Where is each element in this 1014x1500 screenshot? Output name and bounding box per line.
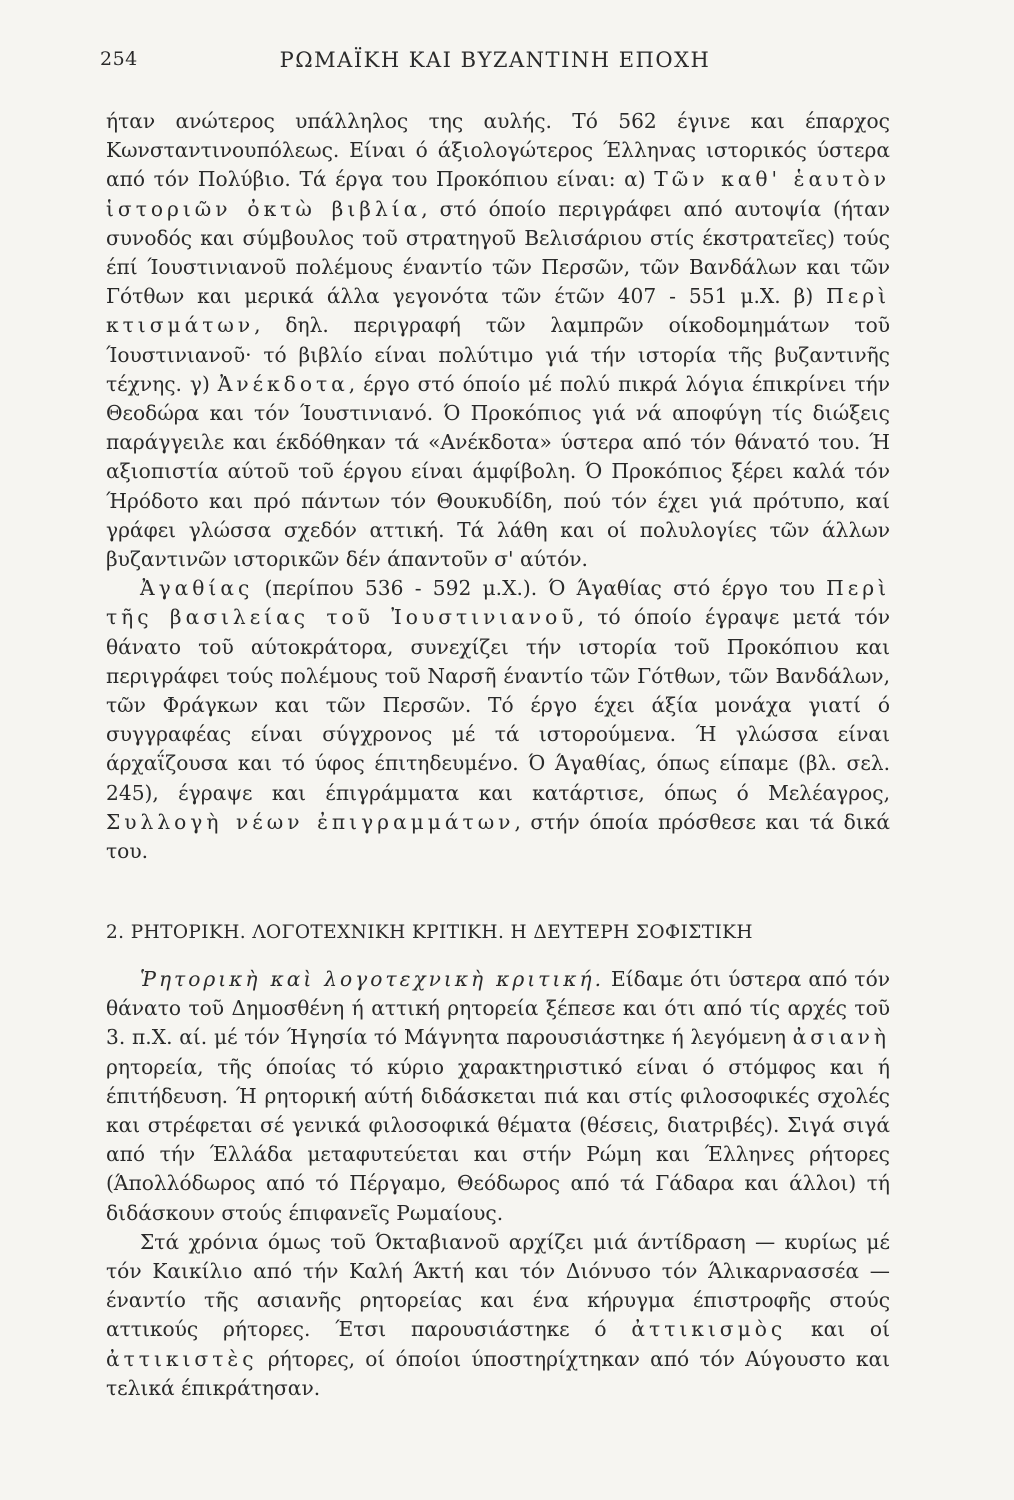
running-title: ΡΩΜΑΪΚΗ ΚΑΙ ΒΥΖΑΝΤΙΝΗ ΕΠΟΧΗ xyxy=(279,48,711,72)
text-run: (περίπου 536 - 592 μ.Χ.). Ό Άγαθίας στό έργο του xyxy=(253,576,827,601)
paragraph-agathias xyxy=(106,574,890,866)
text-run: , δηλ. περιγραφή τῶν λαμπρῶν οίκοδομημάτων τοῦ Ίουστινιανοῦ· τό βιβλίο είναι πολύτιμο γιά τήν ιστορία τῆς βυζαντινῆς τέχνης. γ) xyxy=(106,313,890,396)
text-run: , στό όποίο περιγράφει από αυτοψία (ήταν συνοδός και σύμβουλος τοῦ στρατηγοῦ Βελισάριου στίς έκστρατεῖες) τούς έπί Ίουστινιανοῦ πολέμους έναντίο τῶν Περσῶν, τῶν Βανδάλων και τῶν Γότθων και μερικά άλλα γεγονότα τῶν έτῶν 407 - 551 μ.Χ. β) xyxy=(106,196,890,309)
text-run: και οί xyxy=(786,1317,890,1342)
page-number: 254 xyxy=(100,48,138,70)
paragraph-atticism xyxy=(106,1228,890,1403)
work-title-collection: Συλλογὴ νέων ἐπιγραμμάτων xyxy=(106,809,515,834)
work-title-anecdota: Ἀνέκδοτα xyxy=(217,371,349,396)
term-atticists: ἀττικιστὲς xyxy=(106,1346,258,1371)
paragraph-rhetoric xyxy=(106,965,890,1228)
text-run: ρητορεία, τῆς όποίας τό κύριο χαρακτηριστικό είναι ό στόμφος και ή έπιτήδευση. Ή ρητορική αύτή διδάσκεται πιά και στίς φιλοσοφικές σχολές και στρέφεται σέ γενικά φιλοσοφικά θέματα (θέσεις, διατριβές). Σιγά σιγά από τήν Έλλάδα μεταφυτεύεται και στήν Ρώμη και Έλληνες ρήτορες (Άπολλόδωρος από τό Πέργαμο, Θεόδωρος από τά Γάδαρα και άλλοι) τή διδάσκουν στούς έπιφανεῖς Ρωμαίους. xyxy=(106,1054,890,1225)
work-title-reign: Περὶ τῆς βασιλείας τοῦ Ἰουστινιανοῦ xyxy=(106,576,890,630)
paragraph-procopius xyxy=(106,107,890,574)
text-run: Στά χρόνια όμως τοῦ Όκταβιανοῦ αρχίζει μιά άντίδραση — κυρίως μέ τόν Καικίλιο από τήν Καλή Άκτή και τόν Διόνυσο τόν Άλικαρνασσέα — έναντίο τῆς ασιανῆς ρητορείας και ένα κήρυγμα έπιστροφῆς στούς αττικούς ρήτορες. Έτσι παρουσιάστηκε ό xyxy=(106,1229,890,1342)
text-run: Είδαμε ότι ύστερα από τόν θάνατο τοῦ Δημοσθένη ή αττική ρητορεία ξέπεσε και ότι από τίς αρχές τοῦ 3. π.Χ. αί. μέ τόν Ήγησία τό Μάγνητα παρουσιάστηκε ή λεγόμενη xyxy=(106,967,890,1050)
term-atticism: ἀττικισμὸς xyxy=(631,1317,787,1342)
text-run: ήταν ανώτερος υπάλληλος της αυλής. Τό 562 έγινε και έπαρχος Κωνσταντινουπόλεως. Είναι ό άξιολογώτερος Έλληνας ιστορικός ύστερα από τόν Πολύβιο. Τά έργα του Προκόπιου είναι: α) xyxy=(106,109,890,192)
author-name-agathias: Ἀγαθίας xyxy=(140,576,254,601)
work-title-wars: Τῶν καθ' ἑαυτὸν ἱστοριῶν ὀκτὼ βιβλία xyxy=(106,167,890,221)
text-run: , στήν όποία πρόσθεσε και τά δικά του. xyxy=(106,809,890,864)
main-text xyxy=(106,107,890,866)
section-heading: 2. ΡΗΤΟΡΙΚΗ. ΛΟΓΟΤΕΧΝΙΚΗ ΚΡΙΤΙΚΗ. Η ΔΕΥΤΕΡΗ ΣΟΦΙΣΤΙΚΗ xyxy=(106,922,753,943)
running-head xyxy=(100,46,890,82)
main-text-section-2 xyxy=(106,965,890,1403)
text-run: , έργο στό όποίο μέ πολύ πικρά λόγια έπικρίνει τήν Θεοδώρα και τόν Ίουστινιανό. Ό Προκόπιος γιά νά αποφύγη τίς διώξεις παράγγειλε και έκδόθηκαν τά «Ανέκδοτα» ύστερα από τόν θάνατό του. Ή αξιοπιστία αύτοῦ τοῦ έργου είναι άμφίβολη. Ό Προκόπιος ξέρει καλά τόν Ήρόδοτο και πρό πάντων τόν Θουκυδίδη, πού τόν έχει γιά πρότυπο, καί γράφει γλώσσα σχεδόν αττική. Τά λάθη και οί πολυλογίες τῶν άλλων βυζαντινῶν ιστορικῶν δέν άπαντοῦν σ' αύτόν. xyxy=(106,371,890,572)
text-run: , τό όποίο έγραψε μετά τόν θάνατο τοῦ αύτοκράτορα, συνεχίζει τήν ιστορία τοῦ Προκόπιου και περιγράφει τούς πολέμους τοῦ Ναρσῆ έναντίο τῶν Γότθων, τῶν Βανδάλων, τῶν Φράγκων και τῶν Περσῶν. Τό έργο έχει άξία μονάχα γιατί ό συγγραφέας είναι σύγχρονος μέ τά ιστορούμενα. Ή γλώσσα είναι άρχαΐζουσα και τό ύφος έπιτηδευμένο. Ό Άγαθίας, όπως είπαμε (βλ. σελ. 245), έγραψε και έπιγράμματα και κατάρτισε, όπως ό Μελέαγρος, xyxy=(106,605,890,805)
work-title-buildings: Περὶ κτισμάτων xyxy=(106,284,890,338)
subsection-lead: Ῥητορικὴ καὶ λογοτεχνικὴ κριτική. xyxy=(140,967,604,991)
text-run: ρήτορες, οί όποίοι ύποστηρίχτηκαν από τόν Αύγουστο και τελικά έπικράτησαν. xyxy=(106,1346,890,1400)
term-asian-rhetoric: ἀσιανὴ xyxy=(792,1025,890,1050)
